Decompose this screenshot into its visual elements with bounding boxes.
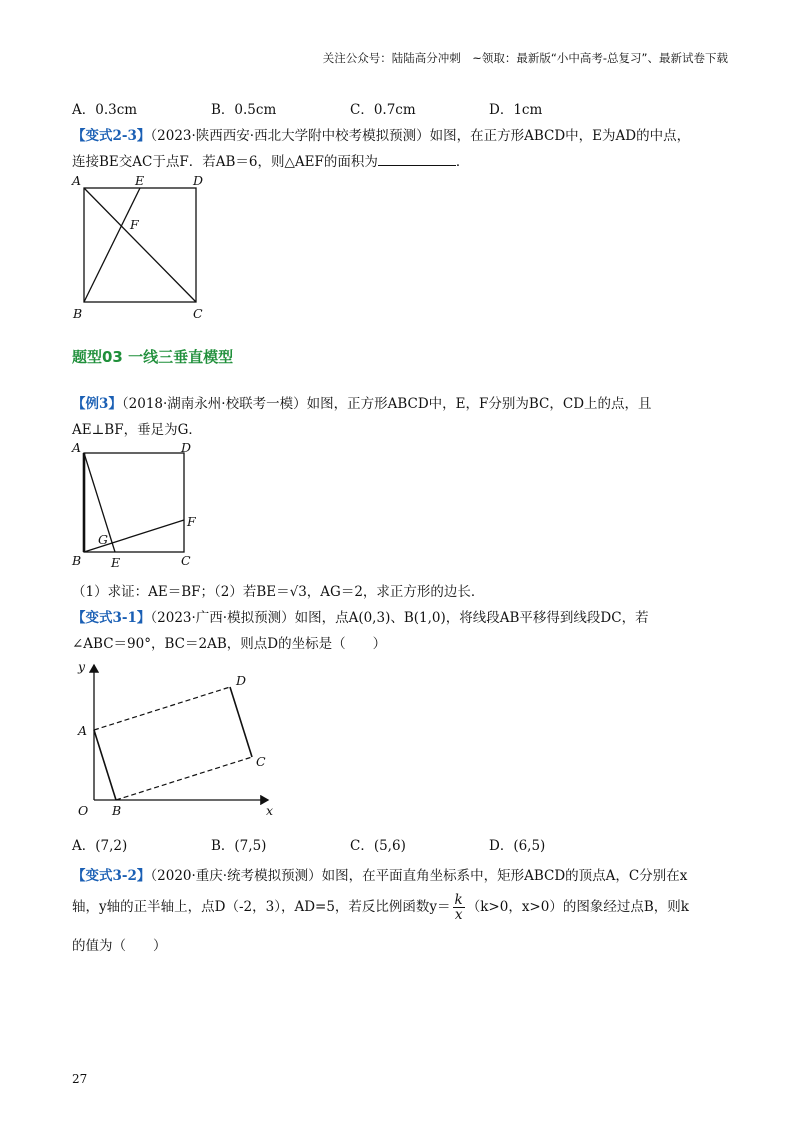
ex3-question: （1）求证：AE＝BF；（2）若BE＝√3，AG＝2，求正方形的边长．	[72, 584, 485, 600]
label-f: F	[130, 217, 139, 232]
v23-tag: 【变式2-3】	[72, 128, 151, 144]
label-a: A	[78, 723, 88, 738]
v31-line1: 【变式3-1】（2023·广西·模拟预测）如图，点A(0,3)、B(1,0)，将线段AB平移得到线段DC，若	[72, 610, 649, 626]
v31-tag: 【变式3-1】	[72, 610, 151, 626]
v32-tag: 【变式3-2】	[72, 868, 151, 884]
label-d: D	[236, 673, 247, 688]
v31-line2: ∠ABC＝90°，BC＝2AB，则点D的坐标是（ ）	[72, 636, 387, 652]
label-c: C	[181, 553, 191, 568]
v32-line3: 的值为（ ）	[72, 938, 167, 954]
page-number: 27	[72, 1072, 88, 1086]
v32-line1: 【变式3-2】（2020·重庆·统考模拟预测）如图，在平面直角坐标系中，矩形ABCD的顶点A，C分别在x	[72, 868, 688, 884]
label-e: E	[111, 555, 121, 570]
v32-line2: 轴，y轴的正半轴上，点D（-2，3），AD=5，若反比例函数y＝ $\frac{k}{x}$ （k>0，x>0）的图象经过点B，则k	[72, 892, 689, 923]
v23-line2: 连接BE交AC于点F．若AB＝6，则△AEF的面积为 ．	[72, 154, 470, 170]
label-c: C	[193, 306, 203, 321]
label-y: y	[78, 659, 86, 674]
option-d: D．(6,5)	[489, 838, 546, 854]
label-x: x	[266, 803, 274, 818]
page-header: 关注公众号：陆陆高分冲刺 ~领取：最新版“小中高考-总复习”、最新试卷下载	[322, 51, 728, 65]
label-a: A	[72, 173, 82, 188]
label-d: D	[193, 173, 204, 188]
option-c: C．0.7cm	[350, 102, 416, 118]
label-e: E	[135, 173, 145, 188]
v23-line1: 【变式2-3】（2023·陕西西安·西北大学附中校考模拟预测）如图，在正方形ABCD中，E为AD的中点，	[72, 128, 691, 144]
option-a: A．0.3cm	[72, 102, 138, 118]
option-b: B．0.5cm	[211, 102, 277, 118]
fraction-k-over-x: $\frac{k}{x}$	[454, 892, 463, 923]
label-a: A	[72, 440, 82, 455]
label-g: G	[98, 532, 108, 547]
option-c: C．(5,6)	[350, 838, 406, 854]
option-a: A．(7,2)	[72, 838, 128, 854]
label-b: B	[112, 803, 122, 818]
ex3-line1: 【例3】（2018·湖南永州·校联考一模）如图，正方形ABCD中，E，F分别为BC，CD上的点，且	[72, 396, 652, 412]
label-o: O	[78, 803, 89, 818]
label-b: B	[72, 553, 82, 568]
label-b: B	[73, 306, 83, 321]
ex3-line2: AE⊥BF，垂足为G．	[72, 422, 202, 438]
section-title: 题型03 一线三垂直模型	[72, 348, 234, 366]
v31-options	[72, 834, 628, 854]
label-f: F	[187, 514, 196, 529]
option-d: D．1cm	[489, 102, 543, 118]
option-b: B．(7,5)	[211, 838, 267, 854]
ex3-tag: 【例3】	[72, 396, 122, 412]
label-d: D	[181, 440, 192, 455]
label-c: C	[256, 754, 266, 769]
